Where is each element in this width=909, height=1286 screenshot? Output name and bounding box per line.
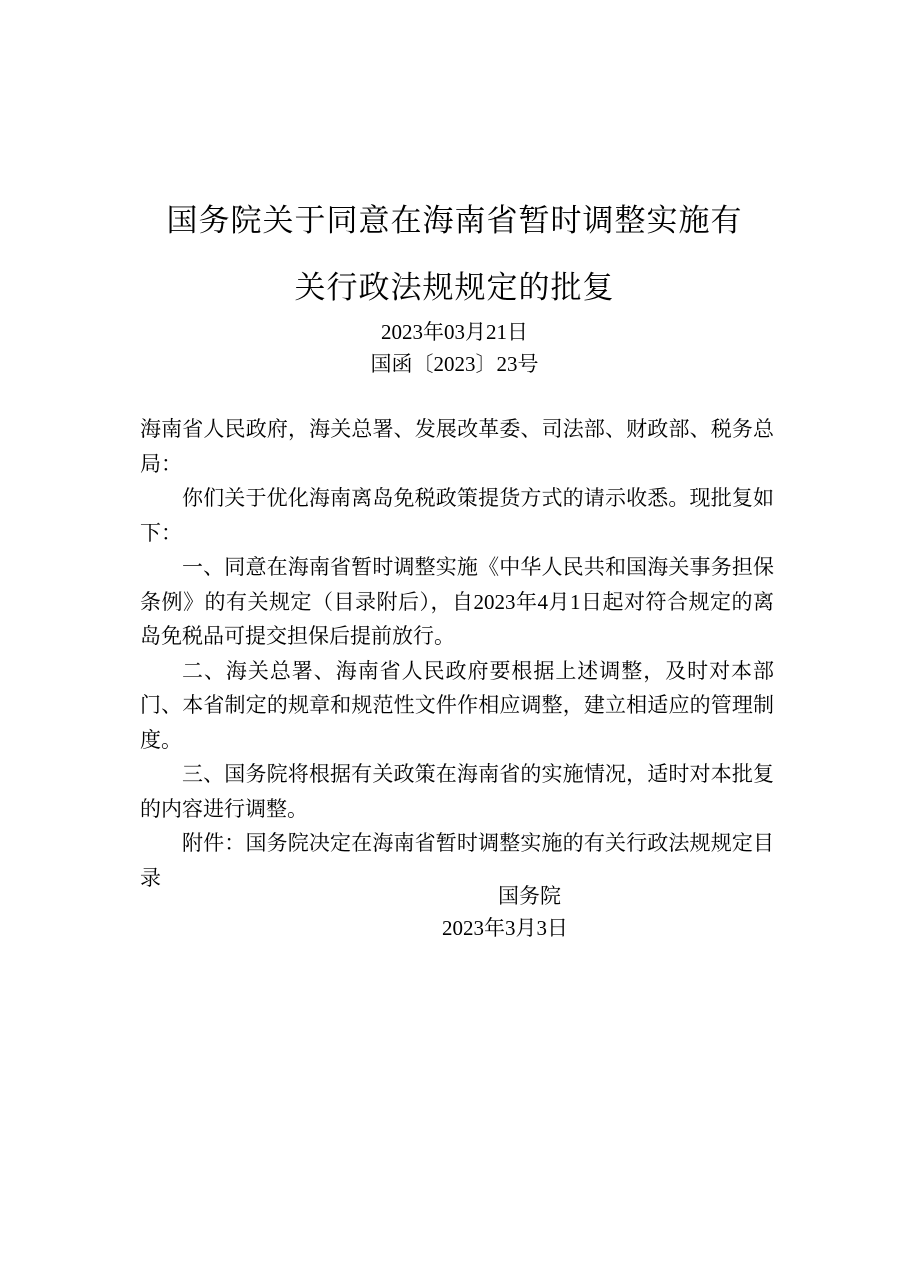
recipients: 海南省人民政府，海关总署、发展改革委、司法部、财政部、税务总局： <box>140 417 774 476</box>
paragraph-item-1: 一、同意在海南省暂时调整实施《中华人民共和国海关事务担保条例》的有关规定（目录附后），自2023年4月1日起对符合规定的离岛免税品可提交担保后提前放行。 <box>140 555 774 648</box>
publish-date: 2023年03月21日 <box>381 320 528 344</box>
paragraph-item-3: 三、国务院将根据有关政策在海南省的实施情况，适时对本批复的内容进行调整。 <box>140 762 774 821</box>
paragraph-intro: 你们关于优化海南离岛免税政策提货方式的请示收悉。现批复如下： <box>140 486 774 545</box>
document-body <box>140 412 774 895</box>
document-title-line-2: 关行政法规规定的批复 <box>294 270 615 306</box>
signature: 国务院 <box>498 884 561 908</box>
document-title-line-1: 国务院关于同意在海南省暂时调整实施有 <box>166 203 743 239</box>
paragraph-item-2: 二、海关总署、海南省人民政府要根据上述调整，及时对本部门、本省制定的规章和规范性文件作相应调整，建立相适应的管理制度。 <box>140 658 774 752</box>
attachment-note: 附件：国务院决定在海南省暂时调整实施的有关行政法规规定目录 <box>140 831 774 890</box>
sign-date: 2023年3月3日 <box>442 916 568 940</box>
document-number: 国函〔2023〕23号 <box>370 352 539 376</box>
